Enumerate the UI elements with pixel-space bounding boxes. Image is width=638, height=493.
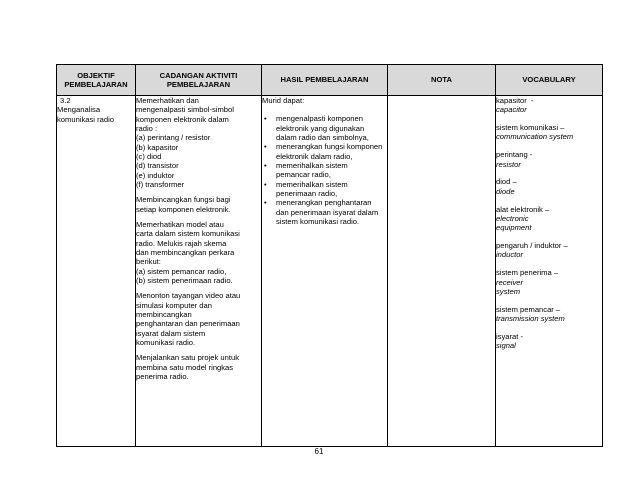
vocabulary-english-term: electronic bbox=[496, 213, 529, 223]
activity-block bbox=[136, 353, 261, 381]
vocabulary-malay-term: sistem komunikasi – bbox=[496, 123, 565, 133]
vocabulary-first-line bbox=[496, 150, 602, 169]
outcomes-intro: Murid dapat: bbox=[262, 96, 305, 105]
outcome-text-line: • menerangkan fungsi komponen bbox=[276, 142, 383, 152]
outcome-text-line: • memerihalkan sistem bbox=[276, 160, 348, 170]
lesson-plan-table bbox=[56, 64, 603, 447]
activity-block bbox=[136, 195, 261, 214]
vocabulary-cell bbox=[496, 96, 603, 447]
vocabulary-entry bbox=[496, 96, 602, 115]
objective-line1: Menganalisa bbox=[57, 105, 101, 115]
vocabulary-malay-term: pengaruh / induktor – bbox=[496, 241, 568, 251]
activity-text-line: membina satu model ringkas bbox=[136, 362, 234, 372]
outcome-text-line: • mengenalpasti komponen bbox=[276, 114, 363, 124]
vocabulary-first-line bbox=[496, 177, 602, 196]
vocabulary-malay-term: alat elektronik – bbox=[496, 204, 552, 214]
header-nota: NOTA bbox=[388, 65, 496, 96]
outcome-item bbox=[262, 114, 387, 142]
vocabulary-english-term: diode bbox=[496, 186, 515, 196]
activity-block bbox=[136, 96, 261, 189]
outcome-item bbox=[262, 161, 387, 180]
vocabulary-malay-term: sistem pemancar – bbox=[496, 304, 561, 314]
activity-text-line: Menonton tayangan video atau bbox=[136, 291, 241, 301]
activity-text-line: mengenalpasti simbol-simbol bbox=[136, 105, 234, 115]
activity-text-line: radio. Melukis rajah skema bbox=[136, 238, 227, 248]
vocabulary-list bbox=[496, 96, 602, 351]
activity-text-line: penerima radio. bbox=[136, 371, 189, 381]
vocabulary-malay-term: perintang - bbox=[496, 150, 535, 160]
activities-list bbox=[136, 96, 261, 381]
activity-text-line: penghantaran dan penerimaan bbox=[136, 319, 240, 329]
vocabulary-english-term: receiver bbox=[496, 277, 524, 287]
activity-text-line: komunikasi radio. bbox=[136, 337, 196, 347]
outcome-text-line: elektronik dalam radio, bbox=[276, 151, 353, 161]
vocabulary-english-term: system bbox=[496, 286, 521, 296]
vocabulary-entry bbox=[496, 123, 602, 142]
activities-cell bbox=[136, 96, 262, 447]
vocabulary-english-term: communication system bbox=[496, 132, 574, 142]
activity-text-line: Memerhatikan dan bbox=[136, 96, 199, 105]
outcome-item bbox=[262, 142, 387, 161]
vocabulary-malay-term: isyarat - bbox=[496, 331, 526, 341]
vocabulary-first-line bbox=[496, 205, 602, 224]
vocabulary-english-term: capacitor bbox=[496, 105, 527, 115]
header-cadangan-aktiviti bbox=[136, 65, 262, 96]
page-number: 61 bbox=[314, 447, 324, 456]
outcome-text-line: pemancar radio, bbox=[276, 170, 331, 180]
objective-line2: komunikasi radio bbox=[57, 114, 114, 124]
header-hasil-pembelajaran: HASIL PEMBELAJARAN bbox=[262, 65, 388, 96]
vocabulary-english-term: transmission system bbox=[496, 314, 565, 324]
activity-list-item: (c) diod bbox=[136, 151, 162, 161]
activity-block bbox=[136, 291, 261, 347]
activity-list-item: (b) kapasitor bbox=[136, 142, 179, 152]
activity-block bbox=[136, 220, 261, 285]
activity-text-line: Memerhatikan model atau bbox=[136, 219, 224, 229]
header-aktiviti-line2: PEMBELAJARAN bbox=[166, 80, 231, 89]
header-objektif bbox=[57, 65, 136, 96]
outcome-item bbox=[262, 198, 387, 226]
objective-cell bbox=[57, 96, 136, 447]
vocabulary-entry bbox=[496, 241, 602, 260]
vocabulary-entry bbox=[496, 268, 602, 296]
outcome-text-line: • memerihalkan sistem bbox=[276, 179, 348, 189]
activity-list-item: (b) sistem penerimaan radio. bbox=[136, 275, 233, 285]
outcome-text-line: sistem komunikasi radio. bbox=[276, 216, 360, 226]
activity-text-line: dan membincangkan perkara bbox=[136, 247, 235, 257]
activity-text-line: membincangkan bbox=[136, 309, 192, 319]
vocabulary-entry bbox=[496, 305, 602, 324]
header-vocabulary: VOCABULARY bbox=[496, 65, 603, 96]
outcome-text-line: penerimaan radio, bbox=[276, 188, 338, 198]
vocabulary-english-term: resistor bbox=[496, 159, 521, 169]
vocabulary-entry bbox=[496, 205, 602, 233]
activity-list-item: (d) transistor bbox=[136, 161, 179, 171]
outcome-item bbox=[262, 180, 387, 199]
vocabulary-english-term: signal bbox=[496, 341, 516, 351]
activity-text-line: setiap komponen elektronik. bbox=[136, 204, 231, 214]
vocabulary-first-line bbox=[496, 268, 602, 287]
vocabulary-english-term: equipment bbox=[496, 223, 532, 233]
vocabulary-first-line bbox=[496, 96, 602, 115]
header-aktiviti-line1: CADANGAN AKTIVITI bbox=[159, 70, 238, 80]
activity-text-line: Membincangkan fungsi bagi bbox=[136, 195, 231, 205]
outcome-text-line: dan penerimaan isyarat dalam bbox=[276, 207, 379, 217]
vocabulary-malay-term: kapasitor - bbox=[496, 96, 538, 105]
table-header-row bbox=[57, 65, 603, 96]
activity-list-item: (f) transformer bbox=[136, 179, 185, 189]
activity-text-line: isyarat dalam sistem bbox=[136, 328, 206, 338]
activity-list-item: (e) induktor bbox=[136, 170, 175, 180]
objective-number: 3.2 bbox=[60, 96, 71, 105]
activity-text-line: radio : bbox=[136, 123, 158, 133]
activity-list-item: (a) sistem pemancar radio, bbox=[136, 266, 227, 276]
nota-cell bbox=[388, 96, 496, 447]
activity-text-line: berikut: bbox=[136, 257, 161, 267]
activity-text-line: Menjalankan satu projek untuk bbox=[136, 353, 240, 363]
activity-text-line: simulasi komputer dan bbox=[136, 300, 212, 310]
vocabulary-malay-term: sistem penerima – bbox=[496, 268, 561, 278]
outcome-text-line: dalam radio dan simbolnya, bbox=[276, 132, 369, 142]
activity-text-line: carta dalam sistem komunikasi bbox=[136, 229, 240, 239]
vocabulary-entry bbox=[496, 150, 602, 169]
activity-text-line: komponen elektronik dalam bbox=[136, 114, 229, 124]
vocabulary-first-line bbox=[496, 332, 602, 351]
table-row bbox=[57, 96, 603, 447]
outcomes-cell bbox=[262, 96, 388, 447]
activity-list-item: (a) perintang / resistor bbox=[136, 133, 211, 143]
header-objektif-line2: PEMBELAJARAN bbox=[64, 80, 128, 89]
outcome-text-line: • menerangkan penghantaran bbox=[276, 198, 372, 208]
header-objektif-line1: OBJEKTIF bbox=[77, 70, 115, 80]
vocabulary-malay-term: diod – bbox=[496, 177, 519, 187]
vocabulary-entry bbox=[496, 177, 602, 196]
outcomes-list bbox=[262, 114, 387, 226]
outcome-text-line: elektronik yang digunakan bbox=[276, 123, 365, 133]
vocabulary-english-term: inductor bbox=[496, 250, 524, 260]
vocabulary-entry bbox=[496, 332, 602, 351]
